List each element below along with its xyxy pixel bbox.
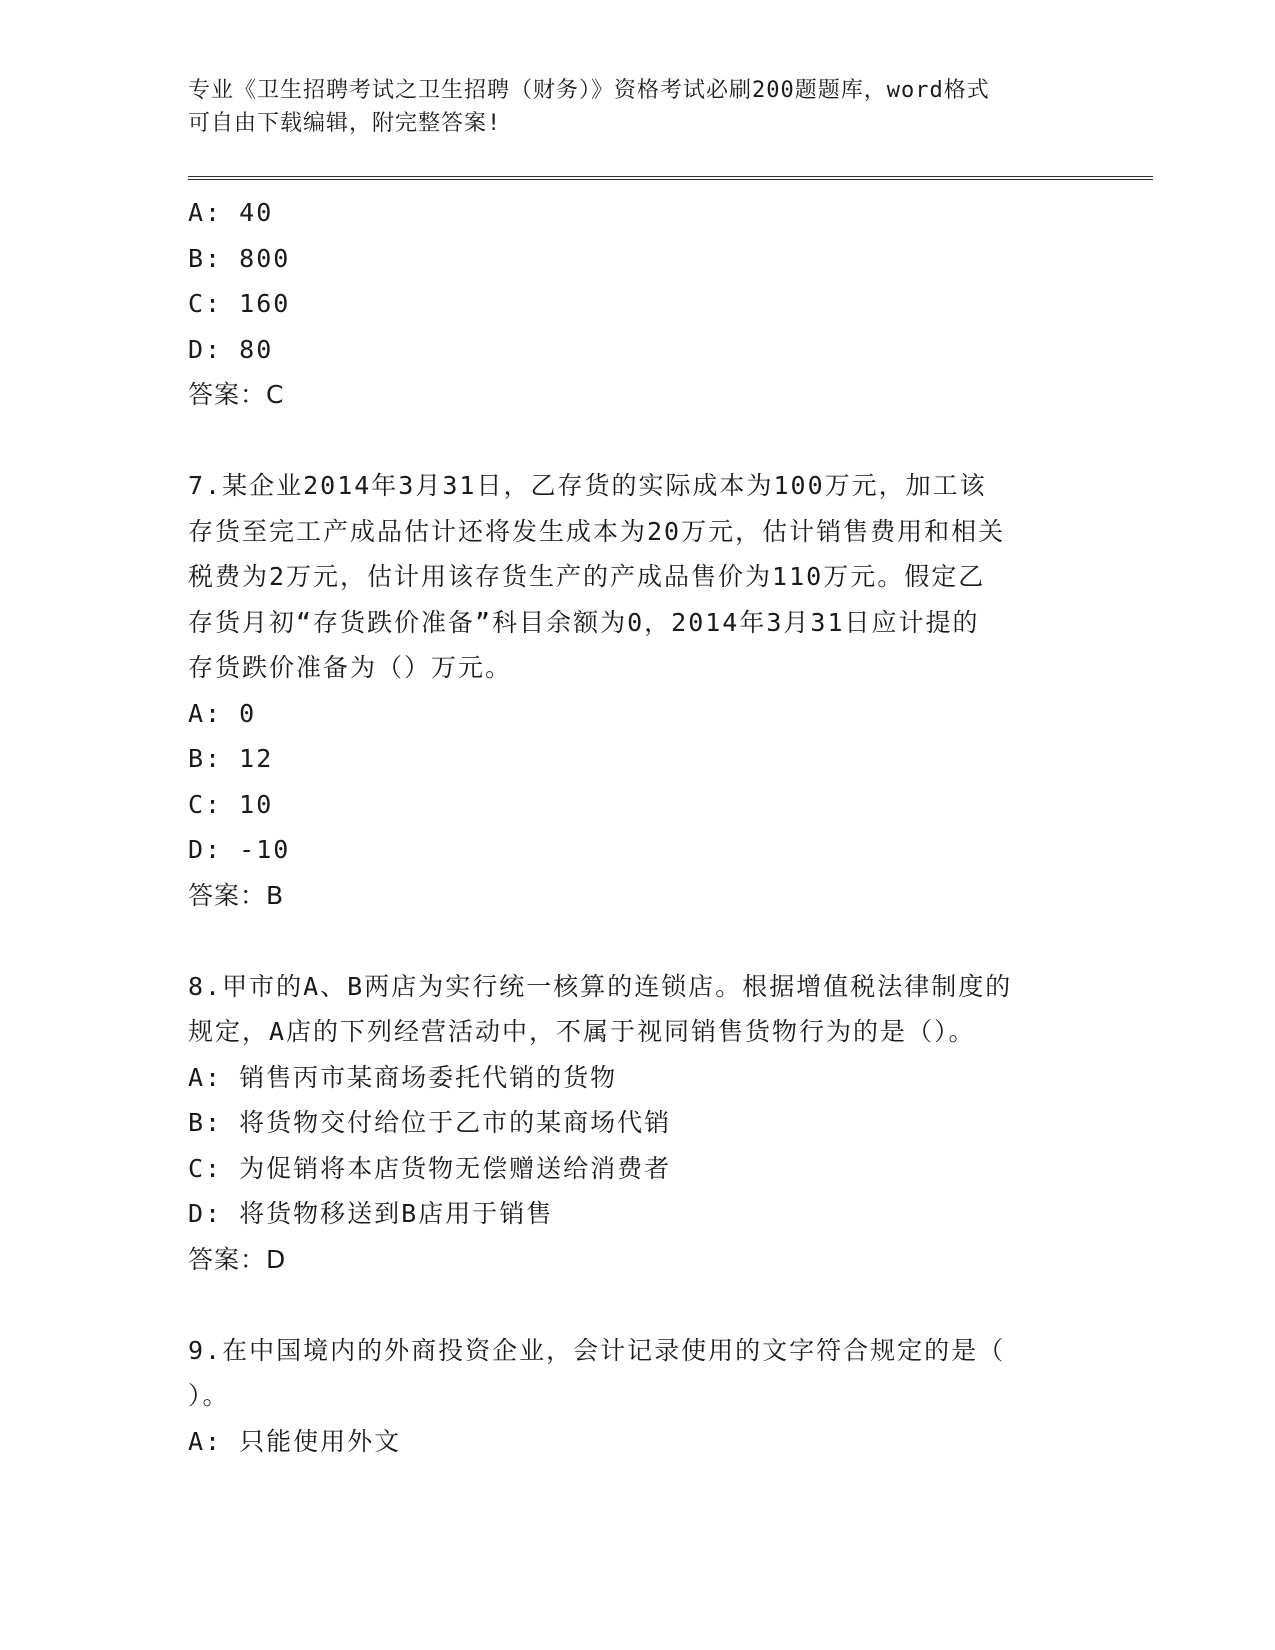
question-list — [188, 190, 1088, 1464]
option-a: A: 0 — [188, 698, 257, 728]
question-7 — [188, 463, 1088, 918]
header-title-line-2: 可自由下载编辑，附完整答案! — [188, 111, 502, 136]
option-d: D: -10 — [188, 835, 291, 864]
question-text-line: 存货跌价准备为（）万元。 — [188, 653, 513, 682]
question-text-line: 规定，A店的下列经营活动中，不属于视同销售货物行为的是（）。 — [188, 1017, 976, 1046]
option-b: B: 将货物交付给位于乙市的某商场代销 — [188, 1108, 672, 1137]
spacer — [188, 418, 1088, 464]
header-divider — [188, 176, 1153, 180]
question-text-line: 存货至完工产成品估计还将发生成本为20万元，估计销售费用和相关 — [188, 516, 1006, 546]
spacer — [188, 918, 1088, 964]
option-d: D: 将货物移送到B店用于销售 — [188, 1199, 554, 1228]
question-6 — [188, 190, 1088, 418]
option-d: D: 80 — [188, 334, 274, 364]
option-c: C: 为促销将本店货物无偿赠送给消费者 — [188, 1153, 672, 1183]
question-text-line: ）。 — [188, 1381, 230, 1410]
option-c: C: 10 — [188, 789, 274, 819]
option-b: B: 12 — [188, 744, 274, 773]
option-a: A: 只能使用外文 — [188, 1426, 402, 1456]
option-a: A: 40 — [188, 198, 274, 227]
option-b: B: 800 — [188, 243, 291, 273]
question-text-line: 7.某企业2014年3月31日，乙存货的实际成本为100万元，加工该 — [188, 471, 987, 500]
page-header — [188, 74, 1088, 140]
question-text-line: 9.在中国境内的外商投资企业，会计记录使用的文字符合规定的是（ — [188, 1335, 1006, 1365]
question-text-line: 税费为2万元，估计用该存货生产的产成品售价为110万元。假定乙 — [188, 562, 986, 591]
question-8 — [188, 964, 1088, 1283]
question-text-line: 存货月初“存货跌价准备”科目余额为0，2014年3月31日应计提的 — [188, 607, 980, 637]
option-a: A: 销售丙市某商场委托代销的货物 — [188, 1062, 618, 1092]
question-text-line: 8.甲市的A、B两店为实行统一核算的连锁店。根据增值税法律制度的 — [188, 971, 1013, 1001]
answer: 答案：C — [188, 380, 285, 409]
question-9 — [188, 1328, 1088, 1465]
answer: 答案：D — [188, 1244, 287, 1274]
option-c: C: 160 — [188, 289, 291, 318]
spacer — [188, 1282, 1088, 1328]
header-title-line-1: 专业《卫生招聘考试之卫生招聘（财务）》资格考试必刷200题题库，word格式 — [188, 78, 990, 103]
answer: 答案：B — [188, 880, 285, 910]
